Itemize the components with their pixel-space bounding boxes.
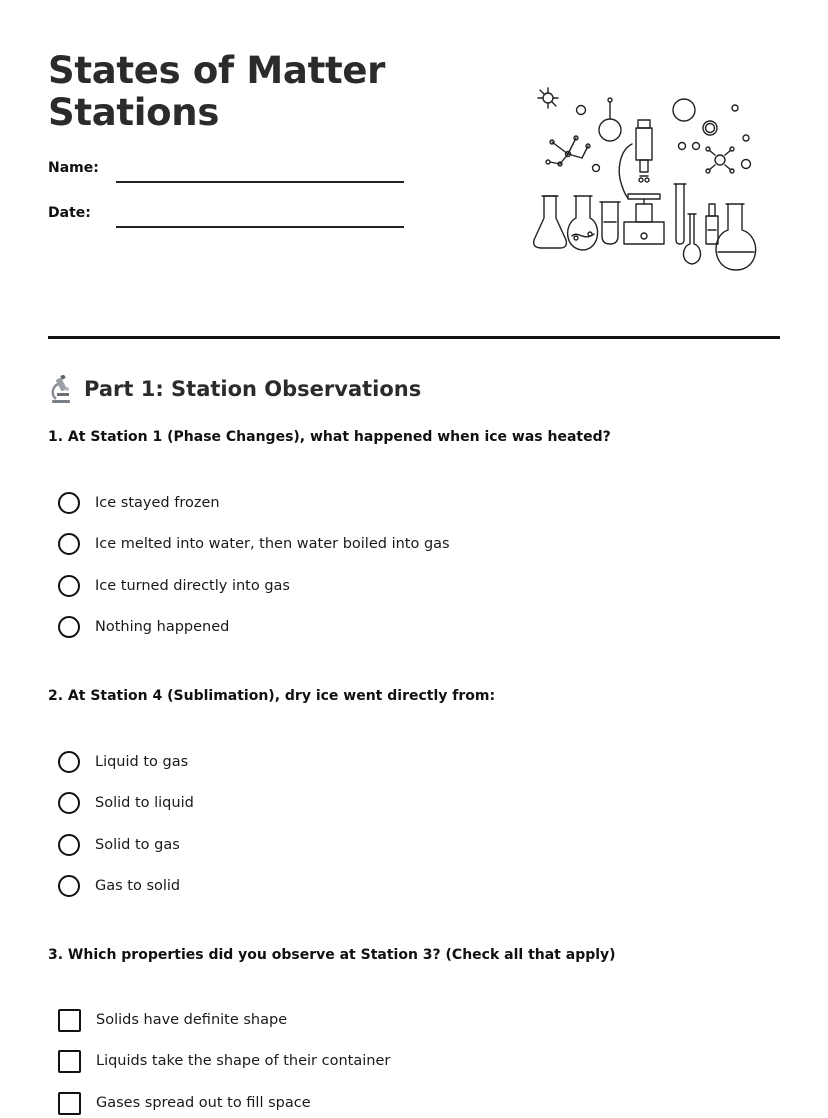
round-bottom-flask-icon <box>568 196 598 250</box>
option-label: Nothing happened <box>95 619 230 635</box>
option-label: Gases spread out to fill space <box>96 1095 311 1111</box>
q1-option-1[interactable] <box>58 491 220 515</box>
date-label: Date: <box>48 205 91 221</box>
part1-heading <box>48 372 421 406</box>
science-lab-illustration <box>532 84 760 274</box>
name-input-line[interactable] <box>116 181 404 183</box>
q2-option-4[interactable] <box>58 874 180 898</box>
beaker-icon <box>600 202 620 244</box>
question-1: 1. At Station 1 (Phase Changes), what happened when ice was heated? <box>48 429 611 445</box>
option-label: Gas to solid <box>95 878 181 894</box>
radio-button[interactable] <box>58 492 80 514</box>
question-2: 2. At Station 4 (Sublimation), dry ice went directly from: <box>48 688 496 704</box>
section-divider <box>48 336 780 339</box>
page-title: States of Matter Stations <box>48 49 386 134</box>
test-tube-icon <box>674 184 686 244</box>
volumetric-flask-icon <box>716 204 756 270</box>
option-label: Liquids take the shape of their container <box>96 1053 391 1069</box>
q3-option-3[interactable] <box>58 1091 311 1115</box>
checkbox[interactable] <box>58 1092 81 1115</box>
q2-option-1[interactable] <box>58 750 188 774</box>
checkbox[interactable] <box>58 1009 81 1032</box>
name-field <box>48 160 408 190</box>
microscope-drawing <box>619 120 664 244</box>
microscope-icon <box>48 375 74 403</box>
option-label: Liquid to gas <box>95 754 189 770</box>
date-input-line[interactable] <box>116 226 404 228</box>
molecule-right-icon <box>706 147 734 173</box>
radio-button[interactable] <box>58 875 80 897</box>
radio-button[interactable] <box>58 616 80 638</box>
part1-title: Part 1: Station Observations <box>84 377 422 401</box>
molecule-icon <box>538 88 558 108</box>
option-label: Solids have definite shape <box>96 1012 288 1028</box>
q3-option-1[interactable] <box>58 1008 287 1032</box>
bottle-icon <box>706 204 718 244</box>
question-3: 3. Which properties did you observe at Station 3? (Check all that apply) <box>48 947 616 963</box>
small-flask-icon <box>684 214 701 264</box>
option-label: Ice turned directly into gas <box>95 578 290 594</box>
option-label: Ice melted into water, then water boiled into gas <box>95 536 450 552</box>
q1-option-2[interactable] <box>58 532 450 556</box>
radio-button[interactable] <box>58 575 80 597</box>
date-field <box>48 205 408 235</box>
q1-option-3[interactable] <box>58 574 290 598</box>
q1-option-4[interactable] <box>58 615 229 639</box>
q3-option-2[interactable] <box>58 1049 390 1073</box>
option-label: Solid to gas <box>95 837 180 853</box>
radio-button[interactable] <box>58 834 80 856</box>
name-label: Name: <box>48 160 99 176</box>
checkbox[interactable] <box>58 1050 81 1073</box>
q2-option-3[interactable] <box>58 833 180 857</box>
worksheet-page <box>48 0 780 1118</box>
round-flask-icon <box>599 98 621 141</box>
radio-button[interactable] <box>58 751 80 773</box>
option-label: Ice stayed frozen <box>95 495 220 511</box>
molecule-cluster-icon <box>546 136 590 166</box>
radio-button[interactable] <box>58 792 80 814</box>
radio-button[interactable] <box>58 533 80 555</box>
erlenmeyer-flask-icon <box>534 196 567 248</box>
option-label: Solid to liquid <box>95 795 194 811</box>
q2-option-2[interactable] <box>58 791 194 815</box>
